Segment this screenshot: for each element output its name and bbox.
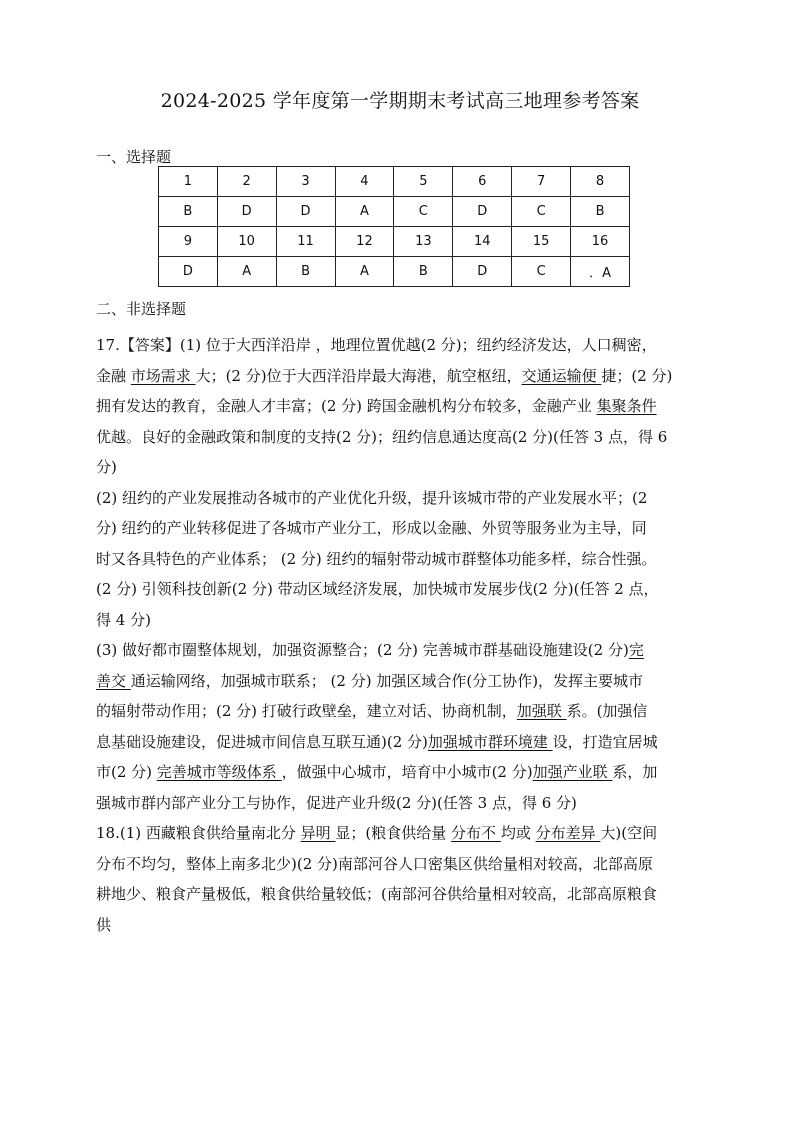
text-line: (3) 做好都市圈整体规划，加强资源整合；(2 分) 完善城市群基础设施建设(2 分)完 (96, 641, 644, 659)
answer-table-cell: D (276, 197, 335, 227)
text-line: 金融 市场需求 大；(2 分)位于大西洋沿岸最大海港，航空枢纽，交通运输便 捷；(2 分) (96, 366, 673, 385)
answer-table-cell: 2 (217, 167, 276, 197)
text-line: 耕地少、粮食产量极低，粮食供给量较低；(南部河谷供给量相对较高，北部高原粮食 (96, 885, 657, 903)
text-line: (2) 纽约的产业发展推动各城市的产业优化升级，提升该城市带的产业发展水平；(2 (96, 488, 648, 507)
answer-table-cell: A (217, 257, 276, 287)
answer-table-cell: B (394, 257, 453, 287)
text-line: 得 4 分) (96, 610, 151, 629)
answer-table-cell: 14 (453, 227, 512, 257)
text-line: (2 分) 引领科技创新(2 分) 带动区域经济发展，加快城市发展步伐(2 分)(任答 2 点， (96, 580, 659, 598)
answer-table-cell: 13 (394, 227, 453, 257)
answer-table-cell: 5 (394, 167, 453, 197)
answer-table-cell: C (512, 197, 571, 227)
text-line: 17.【答案】(1) 位于大西洋沿岸 ，地理位置优越(2 分)；纽约经济发达，人口稠密， (96, 336, 657, 354)
text-line: 分) (96, 458, 117, 476)
answer-table-cell: D (453, 197, 512, 227)
page-title: 2024-2025 学年度第一学期期末考试高三地理参考答案 (160, 90, 640, 112)
answer-table-cell: 15 (512, 227, 571, 257)
answer-table-cell: B (276, 257, 335, 287)
answer-table-row (159, 197, 630, 227)
answer-table-row (159, 167, 630, 197)
answer-table-cell: 9 (159, 227, 218, 257)
text-line: 优越。良好的金融政策和制度的支持(2 分)；纽约信息通达度高(2 分)(任答 3 点，得 6 (96, 427, 668, 446)
text-line: 息基础设施建设，促进城市间信息互联互通)(2 分)加强城市群环境建 设，打造宜居城 (96, 732, 658, 751)
answer-table-cell: D (217, 197, 276, 227)
answer-table-cell: 4 (335, 167, 394, 197)
answer-table-cell: D (453, 257, 512, 287)
answer-table-cell: B (571, 197, 630, 227)
text-line: 善交 通运输网络，加强城市联系； (2 分) 加强区域合作(分工协作)，发挥主要城市 (96, 671, 644, 690)
answer-table-cell: 6 (453, 167, 512, 197)
text-line: 分) 纽约的产业转移促进了各城市产业分工，形成以金融、外贸等服务业为主导，同 (96, 519, 647, 537)
answer-table-cell: A (335, 197, 394, 227)
text-line: 分布不均匀，整体上南多北少)(2 分)南部河谷人口密集区供给量相对较高，北部高原 (96, 854, 653, 873)
answer-table-cell: 3 (276, 167, 335, 197)
answer-table-cell: B (159, 197, 218, 227)
text-line: 供 (96, 915, 112, 934)
answer-table-cell: C (394, 197, 453, 227)
text-line: 18.(1) 西藏粮食供给量南北分 异明 显；(粮食供给量 分布不 均或 分布差异 大)(空间 (96, 824, 658, 842)
answer-table-cell: 7 (512, 167, 571, 197)
answer-table-cell: D (159, 257, 218, 287)
answer-table-row (159, 257, 630, 287)
answer-table-cell: C (512, 257, 571, 287)
answer-table-cell: 11 (276, 227, 335, 257)
answer-table-row (159, 227, 630, 257)
answer-table-cell: 12 (335, 227, 394, 257)
text-line: 拥有发达的教育，金融人才丰富；(2 分) 跨国金融机构分布较多，金融产业 集聚条件 (96, 397, 657, 415)
section-heading-multiple-choice: 一、选择题 (96, 148, 172, 166)
text-line: 时又各具特色的产业体系； (2 分) 纽约的辐射带动城市群整体功能多样，综合性强。 (96, 549, 657, 568)
section-heading-non-choice: 二、非选择题 (96, 300, 187, 318)
answer-table-cell: ．A (571, 257, 630, 287)
answer-table-cell: 1 (159, 167, 218, 197)
text-line: 强城市群内部产业分工与协作，促进产业升级(2 分)(任答 3 点，得 6 分) (96, 793, 577, 812)
answer-table (158, 166, 630, 287)
question-17-answer (96, 330, 714, 940)
answer-table-cell: 8 (571, 167, 630, 197)
text-line: 市(2 分) 完善城市等级体系 ，做强中心城市，培育中小城市(2 分)加强产业联 系，加 (96, 763, 658, 781)
text-line: 的辐射带动作用；(2 分) 打破行政壁垒，建立对话、协商机制，加强联 系。(加强信 (96, 702, 648, 720)
answer-table-cell: 16 (571, 227, 630, 257)
answer-table-cell: 10 (217, 227, 276, 257)
answer-table-cell: A (335, 257, 394, 287)
